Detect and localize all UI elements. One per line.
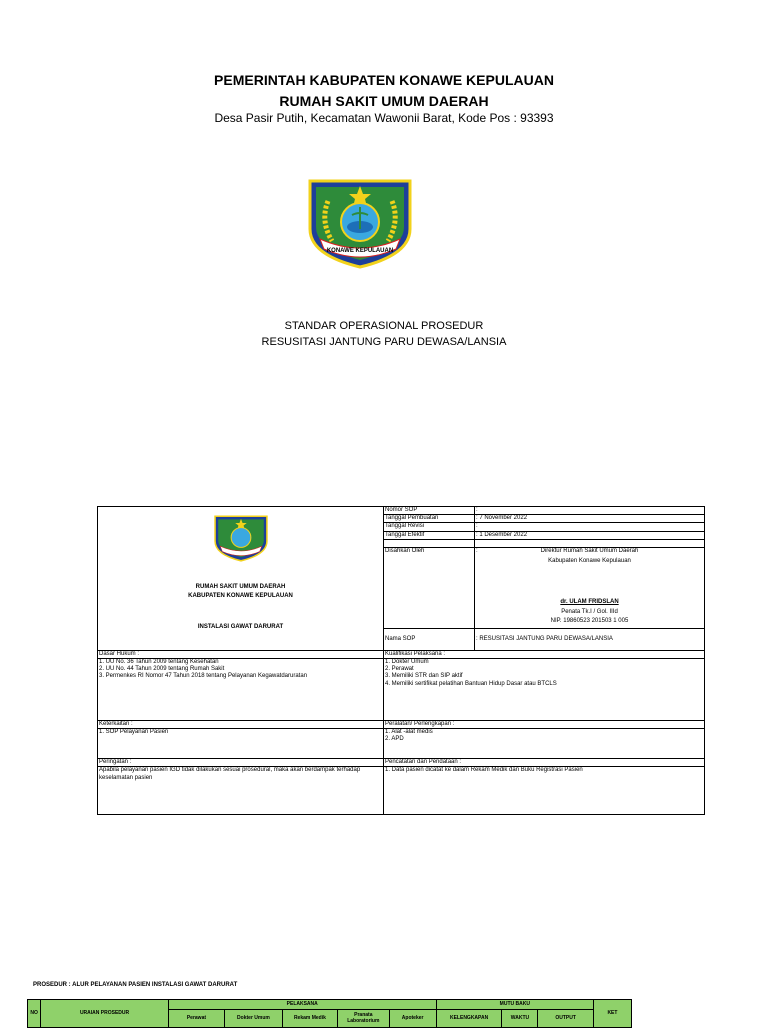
header-address: Desa Pasir Putih, Kecamatan Wawonii Barat, Kode Pos : 93393: [214, 111, 554, 125]
small-emblem-icon: [213, 514, 269, 562]
org-name-2: KABUPATEN KONAWE KEPULAUAN: [188, 593, 293, 600]
header-kelengkapan: KELENGKAPAN: [436, 1010, 502, 1028]
list-item: 2. APD: [385, 736, 404, 743]
dasar-hukum-label: Dasar Hukum :: [98, 650, 384, 658]
keterkaitan-label: Keterkaitan :: [98, 720, 384, 728]
list-item: 3. Permenkes RI Nomor 47 Tahun 2018 tentang Pelayanan Kegawatdaruratan: [99, 673, 308, 680]
header-perawat: Perawat: [168, 1010, 224, 1028]
tanggal-pembuatan-label: Tanggal Pembuatan: [384, 515, 475, 523]
list-item: 1. UU No. 36 Tahun 2009 tentang Kesehatan: [99, 658, 219, 665]
nomor-sop-label: Nomor SOP: [384, 507, 475, 515]
approver-title-2: Kabupaten Konawe Kepulauan: [548, 558, 631, 565]
sop-info-table: [97, 506, 705, 815]
list-item: 4. Memiliki sertifikat pelatihan Bantuan Hidup Dasar atau BTCLS: [385, 680, 557, 687]
blank-cell: [384, 539, 475, 547]
signer-nip: NIP. 19860523 201503 1 005: [550, 617, 629, 624]
org-name-1: RUMAH SAKIT UMUM DAERAH: [195, 584, 286, 590]
list-item: 3. Memiliki STR dan SIP aktif: [385, 673, 463, 680]
header-ket: KET: [593, 1000, 631, 1028]
peralatan-content: [384, 729, 705, 759]
header-waktu: WAKTU: [502, 1010, 538, 1028]
header-no: NO: [28, 1000, 41, 1028]
header-output: OUTPUT: [538, 1010, 593, 1028]
tanggal-revisi-label: Tanggal Revisi: [384, 523, 475, 531]
kualifikasi-content: [384, 658, 705, 720]
header-rekam-medik: Rekam Medik: [282, 1010, 337, 1028]
header-government: PEMERINTAH KABUPATEN KONAWE KEPULAUAN: [214, 72, 554, 88]
tanggal-efektif-label: Tanggal Efektif: [384, 531, 475, 539]
tanggal-revisi-value: :: [475, 523, 705, 531]
disahkan-label: Disahkan Oleh: [384, 547, 475, 628]
tanggal-efektif-value: : 1 Desember 2022: [475, 531, 705, 539]
list-item: 1. Dokter Umum: [385, 658, 429, 665]
peralatan-label: Peralatan/ Perlengkapan :: [384, 720, 705, 728]
nama-sop-value: : RESUSITASI JANTUNG PARU DEWASA/LANSIA: [475, 628, 705, 650]
regency-emblem-icon: [306, 177, 414, 269]
disahkan-colon: :: [476, 547, 478, 554]
peringatan-content: Apabila pelayanan pasien IGD tidak dilakukan sesuai prosedural, maka akan berdampak terhadap keselamatan pasien: [98, 767, 384, 815]
header-pranata-lab: Pranata Laboratorium: [338, 1010, 389, 1028]
pencatatan-label: Pencatatan dan Pendataan :: [384, 759, 705, 767]
approver-title-1: Direktur Rumah Sakit Umum Daerah: [540, 547, 639, 554]
header-hospital: RUMAH SAKIT UMUM DAERAH: [279, 93, 489, 109]
header-mutu-baku: MUTU BAKU: [436, 1000, 593, 1010]
emblem-ribbon-text: KONAWE KEPULAUAN: [326, 248, 394, 254]
header-dokter-umum: Dokter Umum: [225, 1010, 283, 1028]
signer-rank: Penata Tk.I / Gol. IIId: [561, 608, 618, 615]
dasar-hukum-content: [98, 658, 384, 720]
tanggal-pembuatan-value: : 7 November 2022: [475, 515, 705, 523]
nama-sop-label: Nama SOP: [384, 628, 475, 650]
doc-title: STANDAR OPERASIONAL PROSEDUR: [284, 320, 484, 332]
prosedur-label: PROSEDUR : ALUR PELAYANAN PASIEN INSTALASI GAWAT DARURAT: [33, 982, 238, 988]
sop-header-left: [98, 507, 384, 651]
disahkan-value: [475, 547, 705, 628]
nomor-sop-value: :: [475, 507, 705, 515]
header-apoteker: Apoteker: [389, 1010, 436, 1028]
doc-subtitle: RESUSITASI JANTUNG PARU DEWASA/LANSIA: [261, 336, 507, 348]
list-item: 2. Perawat: [385, 666, 414, 673]
blank-cell: [475, 539, 705, 547]
installation-name: INSTALASI GAWAT DARURAT: [197, 624, 284, 631]
keterkaitan-content: 1. SOP Pelayanan Pasien: [98, 729, 384, 759]
header-pelaksana: PELAKSANA: [168, 1000, 436, 1010]
list-item: 2. UU No. 44 Tahun 2009 tentang Rumah Sakit: [99, 666, 225, 673]
list-item: 1. Alat -alat medis: [385, 729, 433, 736]
header-uraian: URAIAN PROSEDUR: [41, 1000, 168, 1028]
kualifikasi-label: Kualifikasi Pelaksana :: [384, 650, 705, 658]
pencatatan-content: 1. Data pasien dicatat ke dalam Rekam Medik dan Buku Registrasi Pasien: [384, 767, 705, 815]
signer-name: dr. ULAM FRIDSLAN: [560, 599, 619, 606]
peringatan-label: Peringatan :: [98, 759, 384, 767]
